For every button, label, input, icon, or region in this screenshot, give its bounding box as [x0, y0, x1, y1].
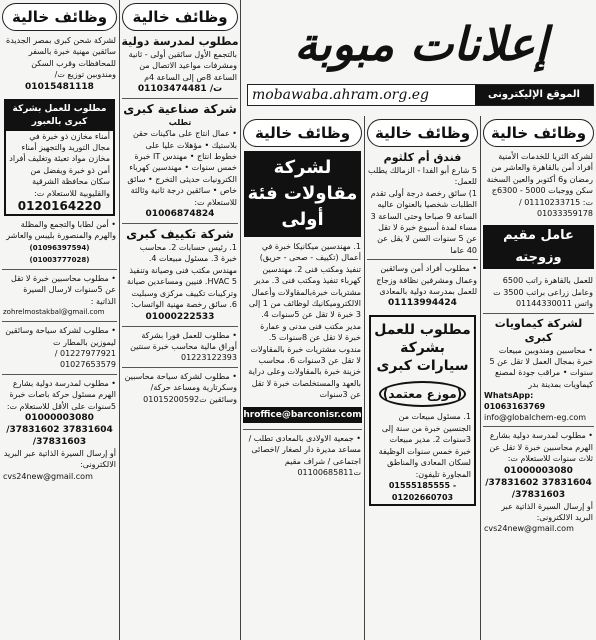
industrial-phone: 01006874824 — [145, 209, 215, 220]
cars-title: مطلوب للعمل بشركة سيارات كبرى — [374, 322, 471, 375]
tourism-ad: • مطلوب لشركة سياحة محاسبين وسكرتارية ومساعد حركة/ وسائقين ت01015200592 — [124, 371, 237, 404]
association-ad: • جمعية الاولادى بالمعادى تطلب / مساعد مديرة دار لصغار /اخصائى اجتماعى / شراف مقيم ت01100685811 — [248, 433, 361, 477]
ac-body: 1. رئيس حسابات 2. محاسب خبرة 3. مسئول مبيعات 4. مهندس مكتب فنى وصيانة وتنفيذ HVAC 5. فنيين ومساعدين صيانة وتركيبات تكييف مركزى وسبليت 6. سائق رخصة مهنية الواتساب: — [126, 243, 237, 310]
ac-phone: 01000222533 — [145, 311, 215, 322]
security-ad: • أمن لطابا والتجمع والمظلة والهرم والمنصورة بليبس والعاشر — [6, 220, 116, 241]
banner-resident-worker: عامل مقيم وزوجته — [483, 225, 594, 269]
industrial-subtitle: تطلب — [168, 118, 192, 128]
column-hotel — [365, 116, 480, 640]
tour-ad: • مطلوب لشركة سياحة وسائقين ليموزين بالمطار ت 01227977921 / 01027653579 — [5, 326, 116, 370]
section-header: وظائف خالية — [367, 119, 478, 147]
divider — [483, 426, 594, 427]
contracting-body: 1. مهندسين ميكانيكا خبرة في أعمال (تكييف - صحى - حريق) تنفيذ ومكتب فنى 2. مهندسين كهرباء تنفيذ ومكتب فنى 3. مدير مشتريات خبرةبالمقاولات وأعمال الالكتروميكانيك لوظائف من 1 إلى 3 خبرة لا تقل عن 5سنوات 4. مدير مكتب فنى مدنى و عمارة خبرة لا تقل عن 8سنوات 5. مندوب مشتريات خبرة بالمقاولات لا تقل عن 3سنوات 6. محاسب خزينة خبرة بالمقاولات وعلى دراية بالعهد والمستخلصات خبرة لا تقل عن 3سنوات — [248, 242, 361, 400]
chem-whatsapp: WhatsApp: 01063163769 — [484, 391, 546, 412]
website-bar — [247, 84, 594, 106]
store-ad-box — [4, 99, 115, 216]
divider — [2, 269, 117, 270]
accountant-email[interactable]: zohrelmostakbal@gmail.com — [3, 308, 105, 317]
column-industrial — [120, 0, 240, 640]
section-header: وظائف خالية — [122, 3, 238, 31]
divider — [367, 259, 478, 260]
school-transport-tail: أو إرسال السيرة الذاتية عبر البريد الالكترونى: — [3, 448, 116, 470]
industrial-title: شركة صناعية كبرى — [123, 102, 237, 117]
hotel-address: 5 شارع أبو الفدا - الزمالك يطلب للعمل: — [368, 166, 477, 187]
security-phones: (01096397594) (01003777028) — [29, 243, 90, 264]
section-header: وظائف خالية — [243, 119, 362, 147]
divider — [122, 98, 238, 99]
hotel-title: فندق أم كلثوم — [383, 151, 462, 164]
store-body: أمناء مخازن ذو خبرة في مجال التوريد والتجهيز أمناء مخازن مواد تعبئة وتغليف أفراد أمن ذو خبرة ويفضل من سكان محافظة الشرقية والقليوبية للاستعلام ت: — [9, 131, 110, 198]
site-label: الموقع الإليكترونى — [475, 85, 593, 105]
column-contracting — [241, 116, 364, 640]
school-transport-ad: • مطلوب لمدرسة دولية بشارع الهرم مسئول حركة باصات خبرة 5سنوات على الأقل للاستعلام ت: — [6, 378, 116, 411]
store-phone: 0120164220 — [17, 199, 102, 214]
intl-school-phone: ت/ 01103474481 — [137, 84, 223, 95]
shipping-ad: لشركة شحن كبرى بمصر الجديدة سائقين مهنية خبرة بالسفر للمحافظات وقرب السكن ومندوبين توزيع ت/ — [6, 36, 116, 80]
school-staff-ad: • مطلوب أفراد أمن وسائقين وعمال ومشرفين نظافة وزجاج للعمل بمدرسة دولية بالمعادى — [376, 264, 477, 297]
intl-school-title: مطلوب لمدرسة دولية — [121, 35, 239, 48]
cars-phones: 01555185555 - 01202660703 — [388, 480, 457, 502]
divider — [2, 321, 117, 322]
school-email-label: أو إرسال السيرة الذاتية عبر البريد الالكترونى: — [501, 501, 593, 522]
store-title: مطلوب للعمل بشركة كبرى بالعبور — [6, 101, 113, 131]
school-transport-phones: 01000003080 /37831602 37831604 /37831603 — [6, 412, 113, 447]
site-url[interactable]: mobawaba.ahram.org.eg — [252, 87, 430, 103]
contracting-email[interactable]: hroffice@barconisr.com — [243, 407, 362, 423]
cars-ad-box — [369, 315, 476, 505]
cars-body: 1. مسئول مبيعات من الجنسين خبرة من سنة إلى 3سنوات 2. مدير مبيعات خبرة خمس سنوات الوظيفة لسكان المعادى والمناطق المجاورة تليفون: — [378, 412, 471, 479]
school-staff-phone: 01113994424 — [388, 298, 457, 309]
column-left — [0, 0, 119, 640]
contracting-title: لشركة مقاولات فئة أولى — [244, 151, 361, 237]
intl-school-body: بالتجمع الأول سائقين أولى - ثانية ومشرفات مواعيد الاتصال من الساعة 8ص إلى الساعة 4م — [128, 50, 237, 82]
chem-title: لشركة كيماويات كبرى — [494, 316, 583, 344]
ad-resident-worker: للعمل بالقاهرة راتب 6500 وعامل زراعى براتب 3500 ت واتس 01144330011 — [493, 276, 593, 309]
section-header: وظائف خالية — [2, 3, 117, 31]
accountant-ad: • مطلوب محاسبين خبرة لا تقل عن 5سنوات لارسال السيرة الذاتية : — [11, 273, 116, 306]
divider — [122, 223, 238, 224]
school-email[interactable]: cvs24new@gmail.com — [484, 524, 574, 534]
school-accountant-ad: • مطلوب لمدرسة دولية بشارع الهرم محاسبين خبرة لا تقل عن ثلاث سنوات للاستعلام ت: — [489, 431, 593, 464]
column-right — [481, 116, 596, 640]
shipping-phone: 01015481118 — [25, 81, 94, 92]
divider — [122, 367, 238, 368]
chem-body: • محاسبين ومندوبين مبيعات خبرة بمجال العمل لا تقل عن 5 سنوات • مراقب جودة لمصنع كيماويات بمدينة بدر — [489, 345, 593, 389]
divider — [483, 313, 594, 314]
section-header: وظائف خالية — [483, 119, 594, 147]
masthead-title: إعلانات مبوبة — [294, 17, 548, 71]
industrial-body: • عمال انتاج على ماكينات حقن بلاستيك • مؤهلات عليا على خطوط انتاج • مهندس IT خبرة خمس سنوات • مهندسين كهرباء الكترونيات حديثى التخرج • سائق خاص • سائقين درجة ثانية وثالثة للاستعلام ت: — [127, 129, 237, 207]
divider — [243, 429, 362, 430]
ac-title: شركة تكييف كبرى — [126, 227, 234, 242]
ad-security-company: لشركة الثريا للخدمات الأمنية أفراد أمن بالقاهرة والعاشر من رمضان و6 أكتوبر والعين السخنة سكن ووجبات 5000 - 6300ج ت: 01110233715 / 01033359178 — [486, 152, 593, 219]
divider — [122, 326, 238, 327]
securities-ad: • مطلوب للعمل فورا بشركة أوراق مالية محاسب خبرة سنتين 01223122393 — [130, 330, 237, 363]
masthead — [241, 0, 596, 116]
hotel-body: 1) سائق رخصة درجة أولى تقدم الطلبات شخصيا بالعنوان عاليه الساعة 9 صباحا وحتى الساعة 3 مساء لمدة أسبوع خبرة لا تقل عن 5 سنوات السن لا يقل عن 40 عاما — [370, 188, 477, 255]
cars-oval: (موزع معتمد) — [379, 381, 466, 407]
chem-email[interactable]: info@globalchem-eg.com — [484, 413, 587, 423]
divider — [2, 374, 117, 375]
school-phones: 01000003080 /37831602 37831604 /37831603 — [485, 465, 592, 500]
school-transport-email[interactable]: cvs24new@gmail.com — [3, 471, 93, 481]
